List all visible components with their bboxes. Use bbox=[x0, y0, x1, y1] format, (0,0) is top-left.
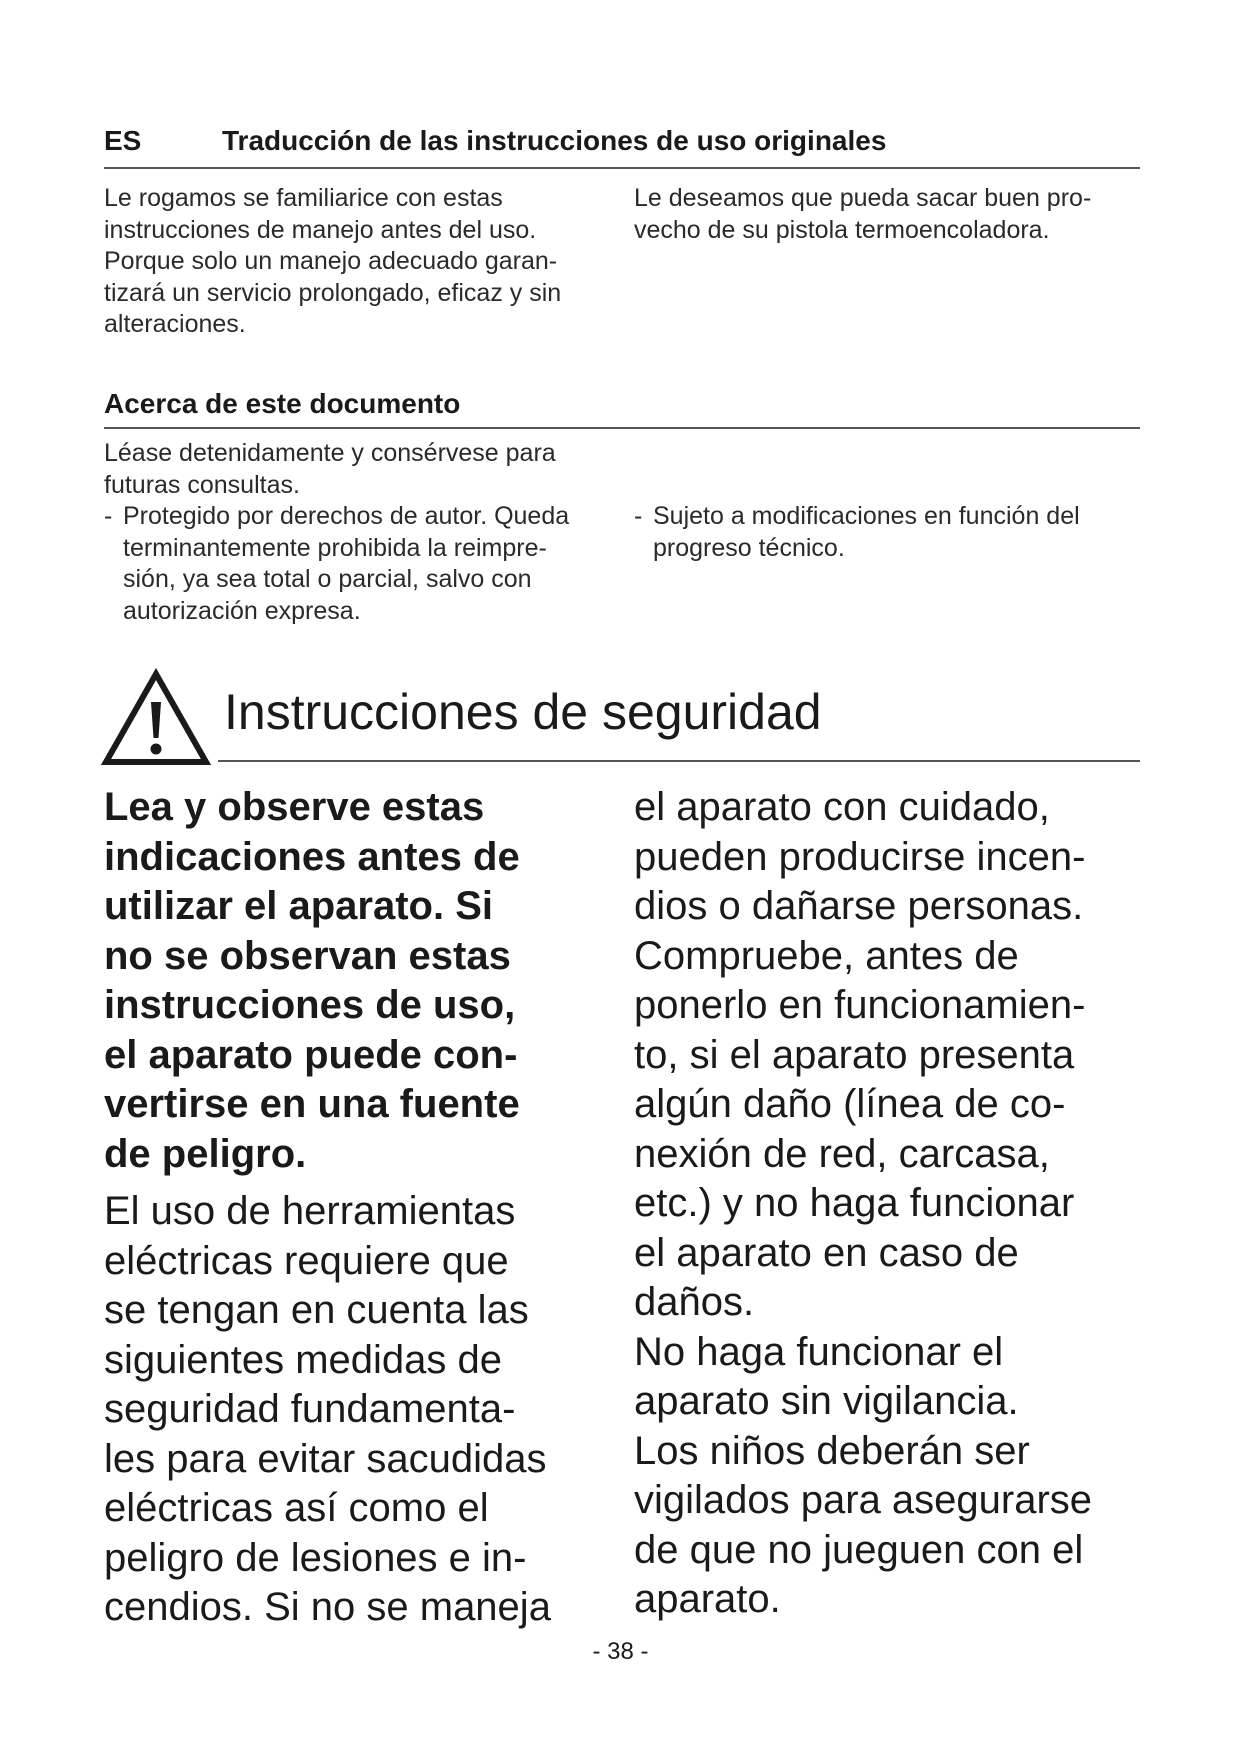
warning-icon bbox=[100, 668, 212, 768]
text-line: el aparato con cuidado, bbox=[634, 785, 1050, 829]
text-line: tizará un servicio prolongado, eficaz y sin bbox=[104, 278, 562, 307]
safety-left-column bbox=[104, 783, 634, 1633]
text-line: el aparato en caso de bbox=[634, 1230, 1019, 1275]
text-line: cendios. Si no se maneja bbox=[104, 1585, 551, 1629]
text-line: aparato. bbox=[634, 1577, 781, 1621]
text-line: les para evitar sacudidas bbox=[104, 1436, 547, 1481]
text-line: Porque solo un manejo adecuado garan- bbox=[104, 247, 558, 275]
page-header-title: Traducción de las instrucciones de uso originales bbox=[222, 125, 887, 156]
list-dash: - bbox=[634, 502, 643, 530]
text-line: ponerlo en funcionamien- bbox=[634, 983, 1086, 1027]
safety-title: Instrucciones de seguridad bbox=[224, 684, 822, 740]
text-line: autorización expresa. bbox=[123, 596, 361, 625]
text-line: El uso de herramientas bbox=[104, 1189, 516, 1233]
text-line: vertirse en una fuente bbox=[104, 1082, 520, 1126]
section-heading: Acerca de este documento bbox=[104, 388, 461, 419]
text-line: Le deseamos que pueda sacar buen pro- bbox=[634, 184, 1092, 212]
text-line: progreso técnico. bbox=[653, 533, 845, 562]
section-rule bbox=[104, 427, 1140, 429]
text-line: el aparato puede con- bbox=[104, 1032, 518, 1077]
text-line: siguientes medidas de bbox=[104, 1337, 503, 1382]
body-paragraph bbox=[104, 1187, 634, 1633]
text-line: to, si el aparato presenta bbox=[634, 1032, 1075, 1077]
text-line: Protegido por derechos de autor. Queda bbox=[123, 502, 570, 530]
list-dash: - bbox=[104, 502, 113, 530]
warning-paragraph bbox=[104, 783, 634, 1179]
language-code: ES bbox=[104, 125, 142, 156]
text-line: pueden producirse incen- bbox=[634, 834, 1086, 879]
text-line: se tengan en cuenta las bbox=[104, 1288, 529, 1332]
safety-rule bbox=[218, 760, 1140, 762]
text-line: instrucciones de manejo antes del uso. bbox=[104, 215, 537, 244]
text-line: eléctricas requiere que bbox=[104, 1238, 509, 1283]
text-line: nexión de red, carcasa, bbox=[634, 1131, 1050, 1176]
text-line: Sujeto a modificaciones en función del bbox=[653, 502, 1080, 530]
text-line: utilizar el aparato. Si bbox=[104, 884, 494, 928]
text-line: Léase detenidamente y consérvese para bbox=[104, 439, 556, 467]
text-line: de que no jueguen con el bbox=[634, 1527, 1084, 1572]
text-line: peligro de lesiones e in- bbox=[104, 1535, 527, 1580]
text-line: dios o dañarse personas. bbox=[634, 884, 1084, 928]
text-line: aparato sin vigilancia. bbox=[634, 1379, 1019, 1423]
text-line: vigilados para asegurarse bbox=[634, 1478, 1093, 1522]
text-line: instrucciones de uso, bbox=[104, 983, 516, 1027]
text-line: sión, ya sea total o parcial, salvo con bbox=[123, 565, 532, 593]
text-line: No haga funcionar el bbox=[634, 1329, 1004, 1374]
text-line: vecho de su pistola termoencoladora. bbox=[634, 215, 1050, 244]
about-left bbox=[104, 438, 634, 627]
text-line: futuras consultas. bbox=[104, 470, 300, 499]
page-number: - 38 - bbox=[592, 1638, 649, 1665]
text-line: daños. bbox=[634, 1280, 755, 1324]
text-line: no se observan estas bbox=[104, 933, 511, 978]
text-line: Lea y observe estas bbox=[104, 785, 485, 829]
list-item bbox=[634, 501, 1154, 564]
about-right bbox=[634, 501, 1154, 564]
text-line: Compruebe, antes de bbox=[634, 933, 1019, 978]
list-item bbox=[104, 501, 634, 627]
intro-right bbox=[634, 183, 1154, 246]
text-line: terminantemente prohibida la reimpre- bbox=[123, 533, 547, 562]
intro-left bbox=[104, 183, 624, 341]
header-rule bbox=[104, 167, 1140, 169]
safety-right-column bbox=[634, 783, 1174, 1625]
text-line: alteraciones. bbox=[104, 310, 246, 338]
text-line: de peligro. bbox=[104, 1131, 307, 1176]
text-line: Le rogamos se familiarice con estas bbox=[104, 184, 503, 212]
text-line: algún daño (línea de co- bbox=[634, 1082, 1066, 1126]
text-line: etc.) y no haga funcionar bbox=[634, 1181, 1075, 1225]
text-line: indicaciones antes de bbox=[104, 834, 520, 879]
text-line: Los niños deberán ser bbox=[634, 1428, 1030, 1473]
text-line: eléctricas así como el bbox=[104, 1486, 489, 1530]
text-line: seguridad fundamenta- bbox=[104, 1387, 516, 1431]
